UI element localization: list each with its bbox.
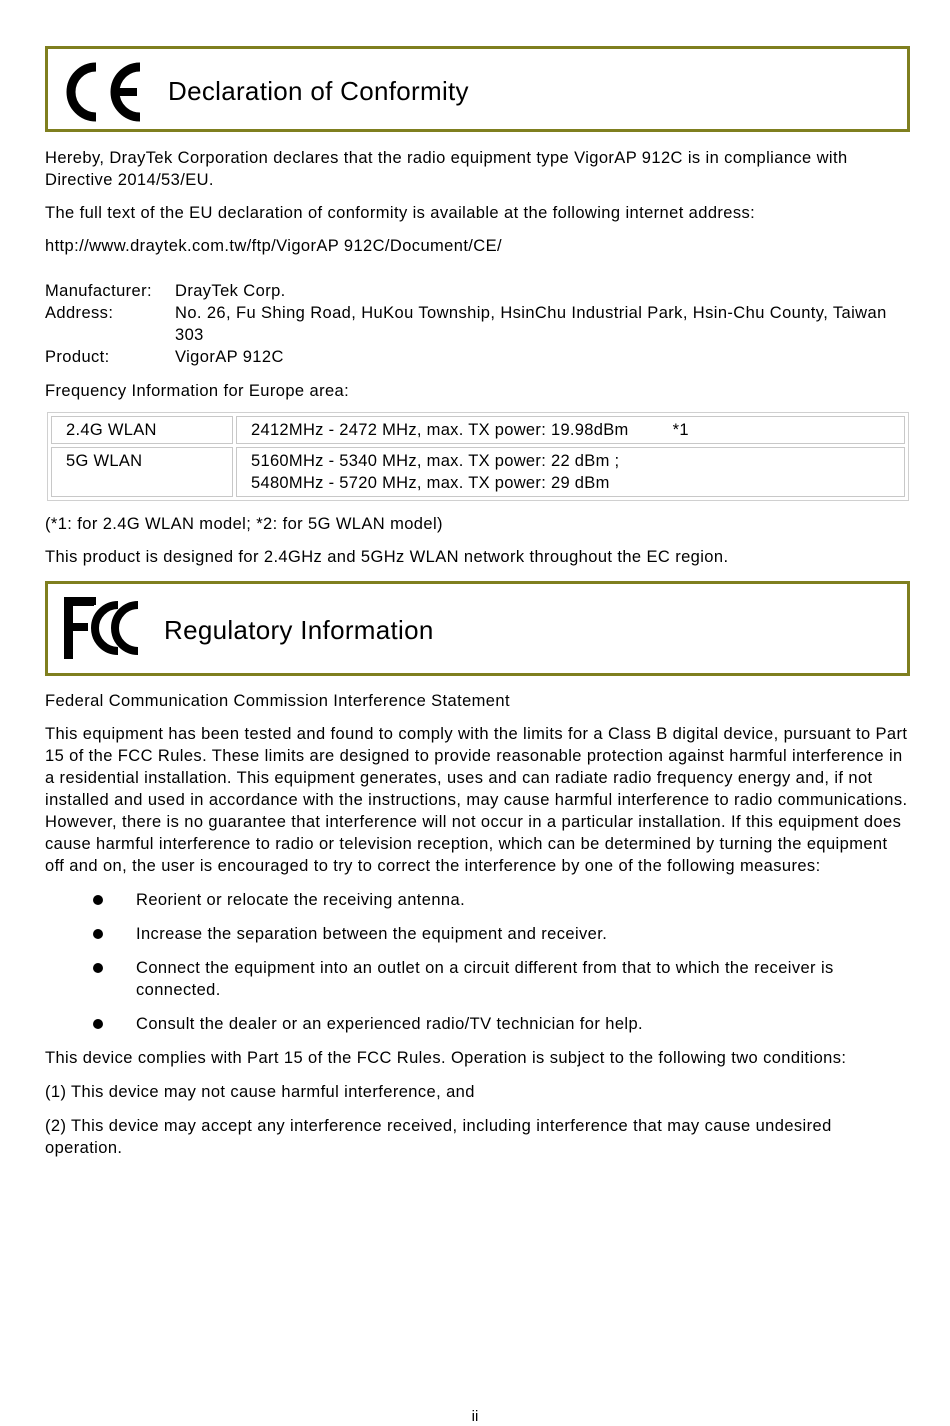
bullet-icon: [93, 1019, 103, 1029]
band-cell: 2.4G WLAN: [51, 416, 233, 444]
ce-banner: [45, 46, 910, 132]
bullet-icon: [93, 929, 103, 939]
fcc-complies: This device complies with Part 15 of the FCC Rules. Operation is subject to the following two conditions:: [45, 1049, 847, 1067]
ce-intro: Hereby, DrayTek Corporation declares that the radio equipment type VigorAP 912C is in compliance with Directive 2014/53/EU.: [45, 149, 848, 189]
measure-text: Connect the equipment into an outlet on a circuit different from that to which the receiver is connected.: [136, 959, 834, 999]
document-page: [45, 46, 910, 1159]
list-item: [45, 957, 910, 1001]
address-value: No. 26, Fu Shing Road, HuKou Township, HsinChu Industrial Park, Hsin-Chu County, Taiwan 303: [175, 304, 887, 344]
product-row: [45, 346, 910, 368]
fcc-banner: [45, 581, 910, 676]
list-item: [45, 923, 910, 945]
ce-section-title: Declaration of Conformity: [168, 76, 469, 106]
product-value: VigorAP 912C: [175, 348, 284, 366]
ce-url: http://www.draytek.com.tw/ftp/VigorAP 912C/Document/CE/: [45, 237, 502, 255]
page-number: ii: [471, 1408, 479, 1425]
list-item: [45, 889, 910, 911]
band-cell: 5G WLAN: [51, 447, 233, 497]
manufacturer-row: [45, 280, 910, 302]
freq-heading: Frequency Information for Europe area:: [45, 382, 350, 400]
fcc-subheading: Federal Communication Commission Interference Statement: [45, 692, 510, 710]
freq-cell: [236, 447, 905, 497]
freq-line: 2412MHz - 2472 MHz, max. TX power: 19.98dBm: [251, 421, 629, 439]
list-item: [45, 1013, 910, 1035]
measure-text: Reorient or relocate the receiving antenna.: [136, 891, 466, 909]
table-row: [51, 447, 905, 497]
freq-footnote: (*1: for 2.4G WLAN model; *2: for 5G WLAN model): [45, 515, 443, 533]
bullet-icon: [93, 895, 103, 905]
fcc-condition-1: (1) This device may not cause harmful interference, and: [45, 1083, 475, 1101]
manufacturer-value: DrayTek Corp.: [175, 282, 286, 300]
address-label: Address:: [45, 304, 114, 322]
freq-note: *1: [672, 421, 689, 439]
measure-text: Increase the separation between the equipment and receiver.: [136, 925, 608, 943]
fcc-section-title: Regulatory Information: [164, 615, 434, 645]
product-label: Product:: [45, 348, 110, 366]
address-row: [45, 302, 910, 346]
measures-list: [45, 889, 910, 1035]
measure-text: Consult the dealer or an experienced radio/TV technician for help.: [136, 1015, 644, 1033]
designed-for-text: This product is designed for 2.4GHz and 5GHz WLAN network throughout the EC region.: [45, 548, 729, 566]
frequency-table: [47, 412, 909, 501]
table-row: [51, 416, 905, 444]
ce-mark-icon: [62, 61, 146, 123]
fcc-logo-icon: [62, 595, 144, 661]
fcc-body: This equipment has been tested and found to comply with the limits for a Class B digital device, pursuant to Part 15 of the FCC Rules. These limits are designed to provide reasonable protection against harmful interference in a residential installation. This equipment generates, uses and can radiate radio frequency energy and, if not installed and used in accordance with the instructions, may cause harmful interference to radio communications. However, there is no guarantee that interference will not occur in a particular installation. If this equipment does cause harmful interference to radio or television reception, which can be determined by turning the equipment off and on, the user is encouraged to try to correct the interference by one of the following measures:: [45, 725, 908, 875]
manufacturer-label: Manufacturer:: [45, 282, 152, 300]
ce-full-text-line: The full text of the EU declaration of conformity is available at the following internet address:: [45, 204, 756, 222]
freq-line: 5480MHz - 5720 MHz, max. TX power: 29 dBm: [251, 474, 610, 492]
fcc-condition-2: (2) This device may accept any interference received, including interference that may cause undesired operation.: [45, 1117, 832, 1157]
bullet-icon: [93, 963, 103, 973]
freq-cell: [236, 416, 905, 444]
freq-line: 5160MHz - 5340 MHz, max. TX power: 22 dBm ;: [251, 452, 620, 470]
